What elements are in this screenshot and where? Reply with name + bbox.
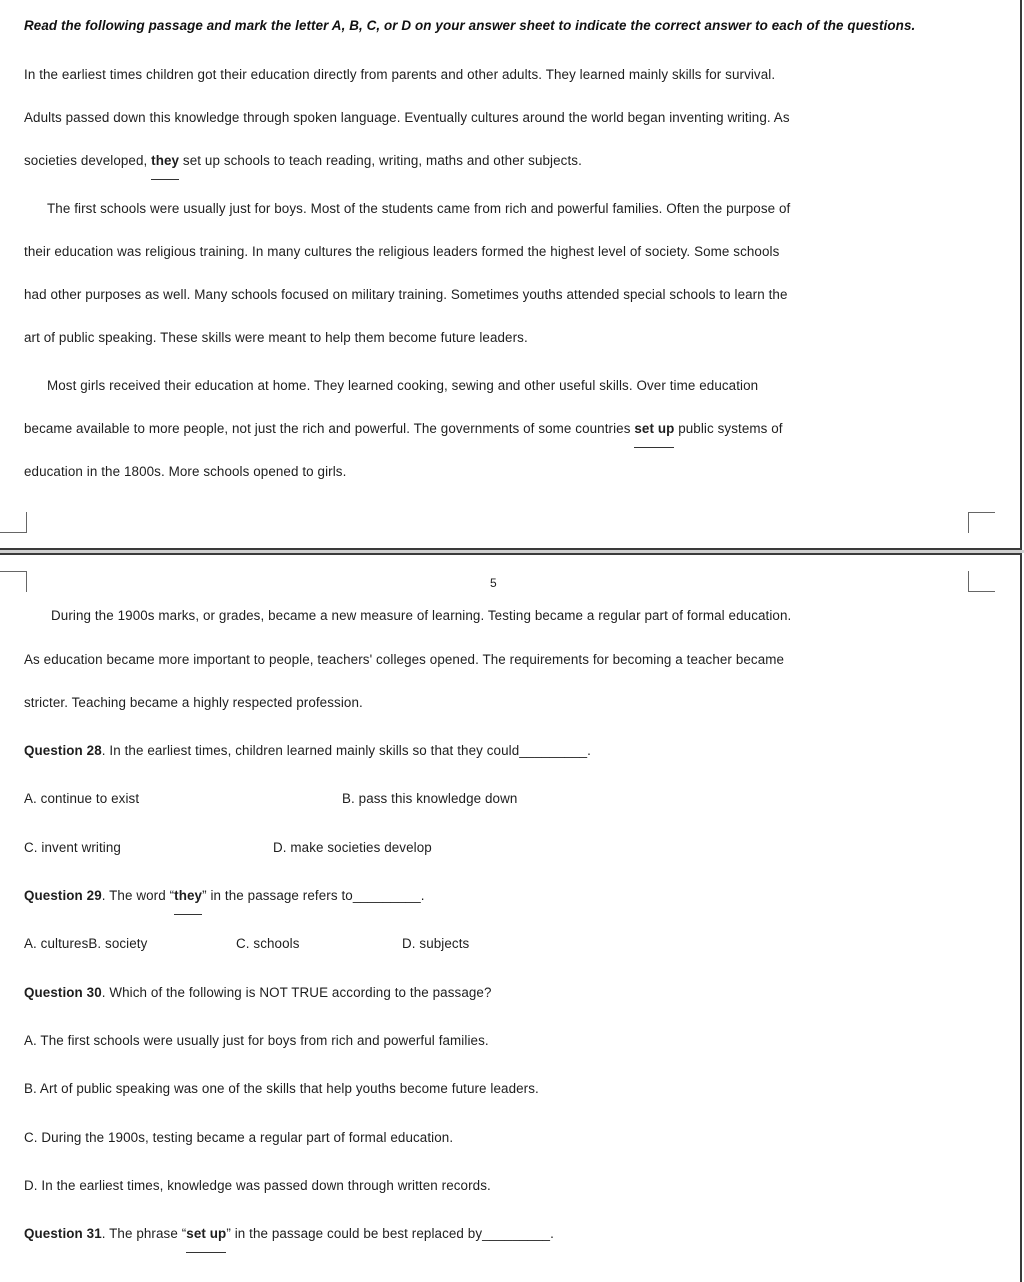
passage-line: art of public speaking. These skills were meant to help them become future leaders. (24, 330, 528, 345)
passage-text: set up schools to teach reading, writing, maths and other subjects. (179, 153, 582, 168)
question-text: . The phrase “ (101, 1226, 187, 1241)
option-c[interactable]: C. invent writing (24, 840, 121, 855)
passage-line: In the earliest times children got their education directly from parents and other adults. They learned mainly skills for survival. (24, 67, 776, 82)
question-label: Question 30 (24, 985, 102, 1000)
passage-text: societies developed, (24, 153, 152, 168)
passage-line: During the 1900s marks, or grades, became a new measure of learning. Testing became a regular part of formal education. (51, 608, 792, 623)
page-number: 5 (490, 576, 497, 590)
option-a[interactable]: A. continue to exist (24, 791, 140, 806)
instructions: Read the following passage and mark the letter A, B, C, or D on your answer sheet to indicate the correct answer to each of the questions. (24, 18, 916, 33)
crop-mark (968, 512, 995, 533)
question-text: ” in the passage could be best replaced by_________. (226, 1226, 554, 1241)
option-b[interactable]: B. Art of public speaking was one of the skills that help youths become future leaders. (24, 1081, 539, 1096)
option-d[interactable]: D. subjects (402, 936, 470, 951)
question-label: Question 28 (24, 743, 102, 758)
passage-line: their education was religious training. In many cultures the religious leaders formed the highest level of society. Some schools (24, 244, 780, 259)
keyword-they: they (174, 888, 203, 903)
passage-line: As education became more important to people, teachers' colleges opened. The requirements for becoming a teacher became (24, 652, 785, 667)
option-a[interactable]: A. The first schools were usually just for boys from rich and powerful families. (24, 1033, 489, 1048)
option-a-b[interactable]: A. culturesB. society (24, 936, 148, 951)
question-text: . The word “ (101, 888, 175, 903)
passage-line: The first schools were usually just for boys. Most of the students came from rich and powerful families. Often the purpose of (47, 201, 791, 216)
passage-line: Adults passed down this knowledge through spoken language. Eventually cultures around the world began inventing writing. As (24, 110, 790, 125)
question-text: . Which of the following is NOT TRUE according to the passage? (101, 985, 492, 1000)
option-d[interactable]: D. make societies develop (273, 840, 432, 855)
passage-text: became available to more people, not just the rich and powerful. The governments of some countries (24, 421, 635, 436)
passage-text: public systems of (674, 421, 783, 436)
question-31 (24, 1226, 554, 1241)
option-d[interactable]: D. In the earliest times, knowledge was passed down through written records. (24, 1178, 491, 1193)
passage-line: education in the 1800s. More schools opened to girls. (24, 464, 347, 479)
document-page-1 (0, 0, 1022, 550)
passage-line: had other purposes as well. Many schools focused on military training. Sometimes youths attended special schools to learn the (24, 287, 788, 302)
question-label: Question 29 (24, 888, 102, 903)
question-text: . In the earliest times, children learned mainly skills so that they could_________. (101, 743, 591, 758)
keyword-they: they (151, 153, 180, 168)
option-c[interactable]: C. schools (236, 936, 300, 951)
question-29 (24, 888, 425, 903)
crop-mark (0, 571, 27, 592)
passage-line: stricter. Teaching became a highly respected profession. (24, 695, 363, 710)
question-28 (24, 743, 591, 758)
option-c[interactable]: C. During the 1900s, testing became a regular part of formal education. (24, 1130, 454, 1145)
keyword-set-up: set up (634, 421, 675, 436)
question-30 (24, 985, 492, 1000)
option-b[interactable]: B. pass this knowledge down (342, 791, 518, 806)
crop-mark (0, 512, 27, 533)
keyword-set-up: set up (186, 1226, 227, 1241)
question-text: ” in the passage refers to_________. (202, 888, 425, 903)
passage-line: Most girls received their education at home. They learned cooking, sewing and other useful skills. Over time education (47, 378, 759, 393)
passage-line (24, 421, 783, 436)
crop-mark (968, 571, 995, 592)
passage-line (24, 153, 582, 168)
question-label: Question 31 (24, 1226, 102, 1241)
